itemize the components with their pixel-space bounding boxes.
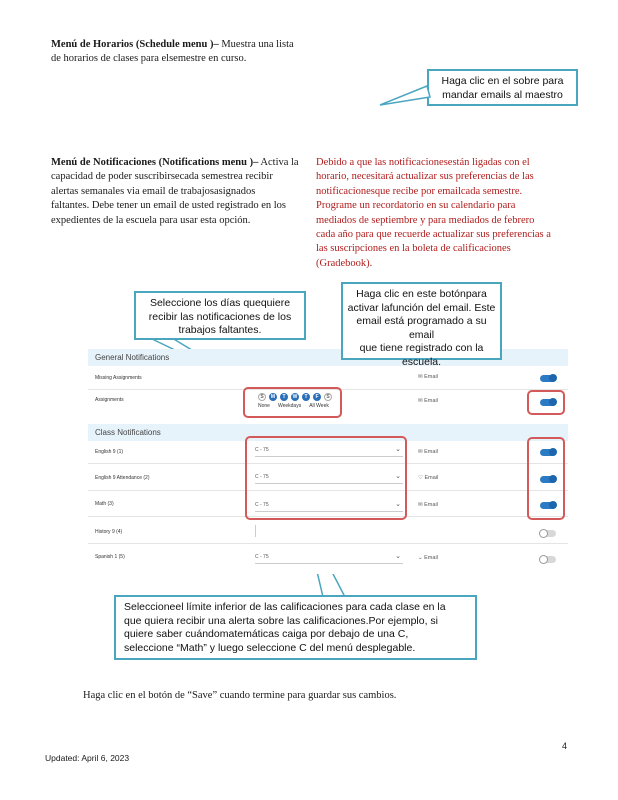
- day-friday[interactable]: F: [313, 393, 321, 401]
- email-label: ✉ Email: [418, 398, 438, 404]
- grades-callout-line2: que quiera recibir una alerta sobre las calificaciones.Por ejemplo, si: [124, 614, 438, 627]
- email-label: ⌄ Email: [418, 555, 438, 561]
- schedule-title: Menú de Horarios (Schedule menu )–: [51, 39, 219, 50]
- grade-select[interactable]: C - 75 ⌄: [255, 471, 403, 484]
- assignments-label: Assignments: [95, 397, 124, 403]
- toggle-callout-line1: Haga clic en este botónpara: [356, 288, 487, 300]
- red-note-line: horario, necesitará actualizar sus preferencias de las: [316, 171, 534, 183]
- notifications-text-2: alertas semanales via email de trabajosasignados: [51, 185, 256, 197]
- days-callout-line3: trabajos faltantes.: [178, 324, 262, 336]
- email-label: ♡ Email: [418, 475, 439, 481]
- days-callout-line1: Seleccione los días quequiere: [149, 297, 291, 309]
- grades-callout: [114, 595, 477, 660]
- toggle-callout-line5: escuela.: [401, 355, 442, 368]
- email-callout-line2: mandar emails al maestro: [442, 88, 563, 101]
- class-label: Math (3): [95, 501, 114, 507]
- all-week-button[interactable]: All Week: [309, 403, 329, 409]
- day-sunday[interactable]: S: [258, 393, 266, 401]
- days-callout-line2: recibir las notificaciones de los: [148, 310, 292, 323]
- notifications-text-1: capacidad de poder suscribirsecada semestrea recibir: [51, 171, 273, 183]
- grade-select[interactable]: C - 75 ⌄: [255, 551, 403, 564]
- toggle-callout: [341, 282, 502, 368]
- general-notifications-header: General Notifications: [88, 349, 568, 366]
- day-wednesday[interactable]: W: [292, 394, 298, 400]
- notifications-text-4: expedientes de la escuela para usar esta opción.: [51, 214, 251, 226]
- grades-callout-line3: quiere saber cuándomatemáticas caiga por debajo de una C,: [124, 628, 409, 640]
- toggle-highlight: [527, 390, 565, 415]
- class-label: English 9 Attendance (2): [95, 475, 150, 481]
- red-note-line: Programe un recordatorio en su calendario para: [316, 200, 516, 212]
- red-note-line: (Gradebook).: [316, 257, 373, 269]
- toggle-callout-line2: activar lafunción del email. Este: [347, 301, 496, 314]
- grade-select-empty[interactable]: [255, 525, 257, 537]
- day-saturday[interactable]: S: [324, 393, 332, 401]
- class-toggles-highlight: [527, 437, 565, 520]
- red-note-line: cada año para que recuerde actualizar sus preferencias a: [316, 229, 551, 241]
- notifications-text-3: faltantes. Debe tener un email de usted registrado en los: [51, 200, 286, 212]
- email-label: ✉ Email: [418, 374, 438, 380]
- save-note: Haga clic en el botón de “Save” cuando termine para guardar sus cambios.: [83, 690, 397, 701]
- class-notifications-header: Class Notifications: [88, 424, 568, 441]
- weekdays-button[interactable]: Weekdays: [277, 403, 302, 409]
- days-highlight: [243, 387, 342, 418]
- toggle-callout-line4: que tiene registrado con la: [359, 342, 484, 354]
- class-email-toggle-off[interactable]: [540, 556, 556, 563]
- schedule-text-1: Muestra una lista: [221, 39, 294, 50]
- grades-highlight: [245, 436, 407, 520]
- grades-callout-line4: seleccione “Math” y luego seleccione C del menú desplegable.: [124, 641, 416, 654]
- missing-assignments-toggle[interactable]: [540, 375, 556, 382]
- red-note-line: notificacionesque recibe por emailcada semestre.: [316, 185, 523, 197]
- toggle-callout-line3: email está programado a su email: [356, 315, 487, 341]
- notifications-text-0: Activa la: [260, 157, 299, 168]
- day-monday[interactable]: M: [270, 394, 276, 400]
- day-thursday[interactable]: T: [302, 393, 310, 401]
- email-callout-pointer: [380, 86, 430, 105]
- red-note-line: las suscripciones en la boleta de calificaciones: [316, 243, 511, 255]
- red-note-line: mediados de septiembre y para mediados de febrero: [316, 214, 535, 226]
- class-label: Spanish 1 (5): [95, 554, 125, 560]
- grade-select[interactable]: C - 75 ⌄: [255, 499, 403, 512]
- class-label: History 9 (4): [95, 529, 123, 535]
- email-callout-line1: Haga clic en el sobre para: [441, 75, 564, 87]
- day-tuesday[interactable]: T: [280, 393, 288, 401]
- missing-assignments-label: Missing Assignments: [95, 375, 142, 381]
- schedule-text-2: de horarios de clases para elsemestre en curso.: [51, 53, 247, 64]
- red-note-line: Debido a que las notificacionesestán ligadas con el: [316, 157, 530, 168]
- page-number: 4: [562, 741, 568, 751]
- grade-select[interactable]: C - 75 ⌄: [255, 444, 403, 457]
- notifications-title: Menú de Notificaciones (Notifications menu )–: [51, 157, 259, 168]
- email-label: ✉ Email: [418, 449, 438, 455]
- days-callout: [134, 291, 306, 340]
- grades-callout-line1: Seleccioneel límite inferior de las calificaciones para cada clase en la: [124, 601, 446, 613]
- class-label: English 9 (1): [95, 449, 124, 455]
- none-button[interactable]: None: [258, 403, 270, 409]
- class-email-toggle-off[interactable]: [540, 530, 556, 537]
- email-label: ✉ Email: [418, 502, 438, 508]
- updated-date: Updated: April 6, 2023: [45, 753, 130, 763]
